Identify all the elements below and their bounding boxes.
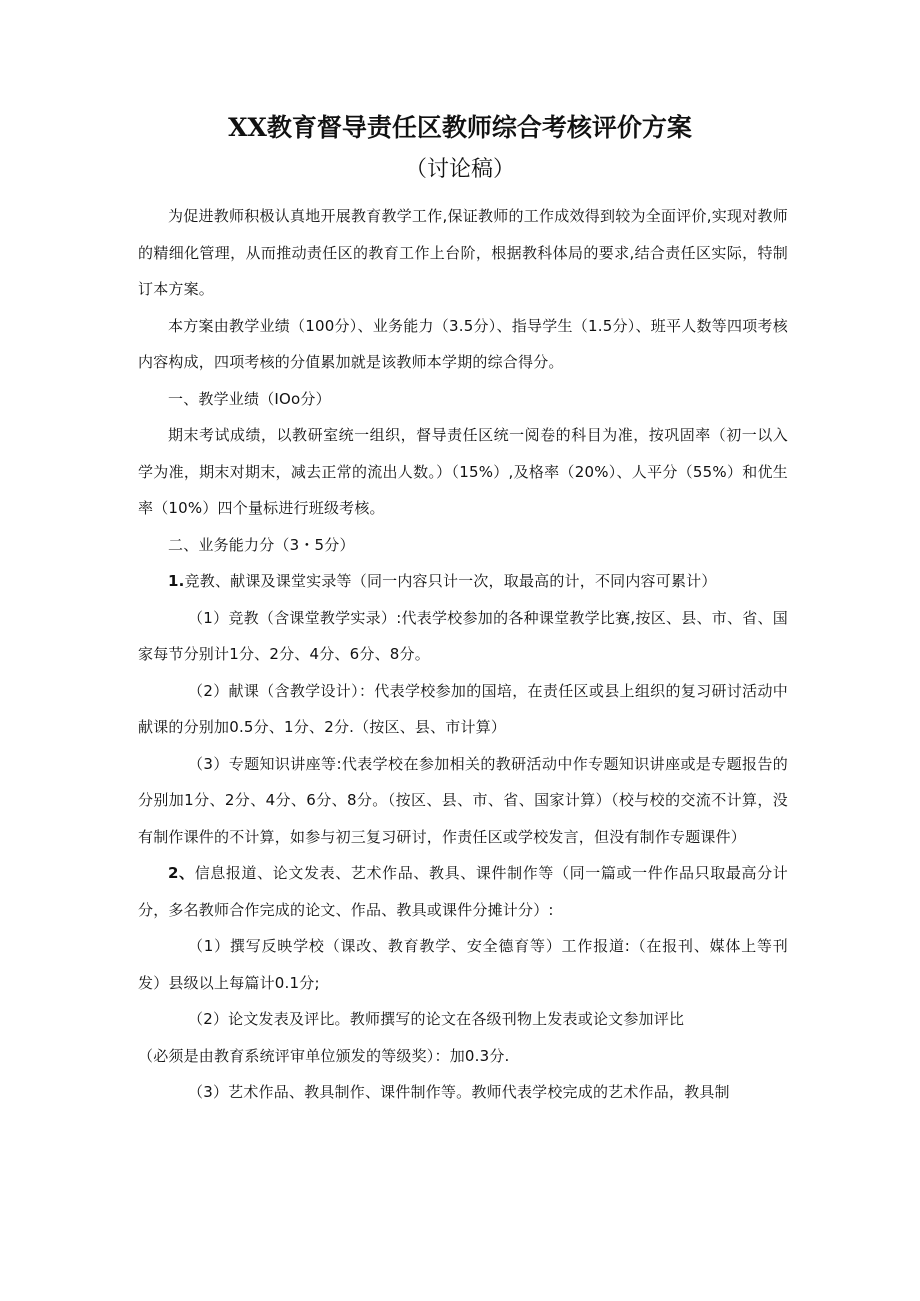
item-1-1: （1）竞教（含课堂教学实录）:代表学校参加的各种课堂教学比赛,按区、县、市、省、国家每节分别计1分、2分、4分、6分、8分。 (138, 608, 788, 663)
document-title: XX教育督导责任区教师综合考核评价方案 (228, 113, 692, 142)
section-2-heading: 二、业务能力分（3・5分） (168, 535, 355, 554)
item-2-3: （3）艺术作品、教具制作、课件制作等。教师代表学校完成的艺术作品，教具制 (188, 1083, 730, 1101)
item-2-2b: （必须是由教育系统评审单位颁发的等级奖）：加0.3分. (138, 1046, 510, 1065)
section-1-heading: 一、教学业绩（IOo分） (168, 389, 331, 408)
intro-paragraph: 为促进教师积极认真地开展教育教学工作,保证教师的工作成效得到较为全面评价,实现对教师的精细化管理，从而推动责任区的教育工作上台阶，根据教科体局的要求,结合责任区实际，特制订本方案。 (138, 207, 788, 298)
document-subtitle: （讨论稿） (404, 157, 515, 182)
item-2-1: （1）撰写反映学校（课改、教育教学、安全德育等）工作报道:（在报刊、媒体上等刊发）县级以上每篇计0.1分; (138, 937, 788, 992)
item-2-2a: （2）论文发表及评比。教师撰写的论文在各级刊物上发表或论文参加评比 (188, 1010, 685, 1028)
composition-paragraph: 本方案由教学业绩（100分）、业务能力（3.5分）、指导学生（1.5分）、班平人数等四项考核内容构成，四项考核的分值累加就是该教师本学期的综合得分。 (138, 316, 788, 371)
item-1-number: 1. (168, 572, 185, 590)
item-1 (138, 563, 788, 600)
item-1-3: （3）专题知识讲座等:代表学校在参加相关的教研活动中作专题知识讲座或是专题报告的分别加1分、2分、4分、6分、8分。（按区、县、市、省、国家计算）（校与校的交流不计算，没有制作课件的不计算，如参与初三复习研讨，作责任区或学校发言，但没有制作专题课件） (138, 754, 788, 846)
item-1-text: 竞教、献课及课堂实录等（同一内容只计一次，取最高的计，不同内容可累计） (184, 572, 717, 590)
section-1-body: 期末考试成绩，以教研室统一组织，督导责任区统一阅卷的科目为准，按巩固率（初一以入学为准，期末对期末，减去正常的流出人数。）（15%）,及格率（20%）、人平分（55%）和优生率（10%）四个量标进行班级考核。 (138, 426, 788, 517)
item-2-number: 2、 (168, 864, 195, 882)
document-body (138, 198, 788, 1111)
item-2 (138, 855, 788, 928)
item-2-text: 信息报道、论文发表、艺术作品、教具、课件制作等（同一篇或一件作品只取最高分计分，多名教师合作完成的论文、作品、教具或课件分摊计分）: (138, 864, 788, 919)
item-1-2: （2）献课（含教学设计）：代表学校参加的国培，在责任区或县上组织的复习研讨活动中献课的分别加0.5分、1分、2分.（按区、县、市计算） (138, 681, 788, 736)
